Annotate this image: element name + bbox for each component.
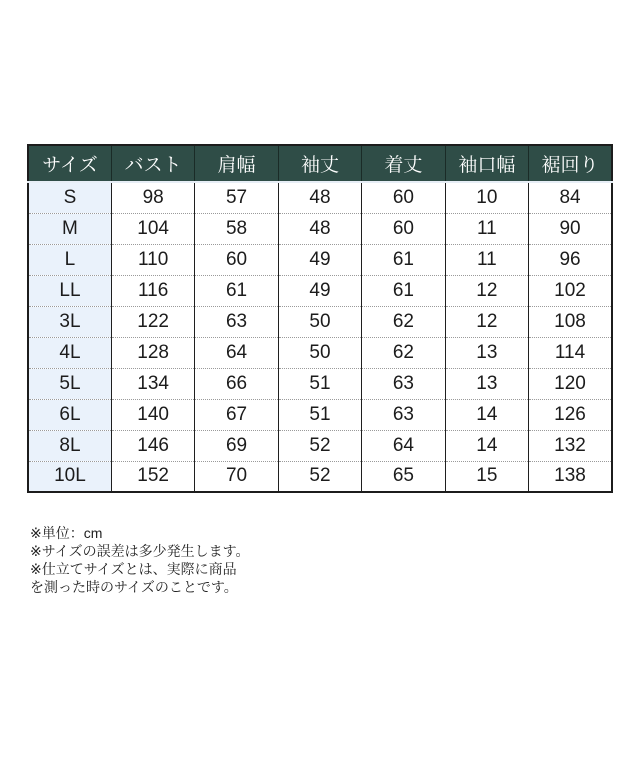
table-row xyxy=(28,461,612,492)
measurement-cell: 98 xyxy=(111,182,194,213)
measurement-cell: 51 xyxy=(278,399,361,430)
measurement-cell: 10 xyxy=(445,182,528,213)
measurement-cell: 69 xyxy=(195,430,278,461)
size-chart-table xyxy=(27,144,613,493)
measurement-cell: 51 xyxy=(278,368,361,399)
table-row xyxy=(28,337,612,368)
measurement-cell: 114 xyxy=(529,337,612,368)
size-label: 5L xyxy=(28,368,111,399)
measurement-cell: 132 xyxy=(529,430,612,461)
measurement-cell: 50 xyxy=(278,306,361,337)
note-line: を測った時のサイズのことです。 xyxy=(30,579,238,595)
measurement-cell: 138 xyxy=(529,461,612,492)
measurement-cell: 50 xyxy=(278,337,361,368)
measurement-cell: 11 xyxy=(445,244,528,275)
measurement-cell: 102 xyxy=(529,275,612,306)
note-line: ※単位：cm xyxy=(30,525,103,541)
size-label: S xyxy=(28,182,111,213)
size-label: 3L xyxy=(28,306,111,337)
measurement-cell: 66 xyxy=(195,368,278,399)
measurement-cell: 13 xyxy=(445,368,528,399)
measurement-cell: 64 xyxy=(195,337,278,368)
measurement-cell: 58 xyxy=(195,213,278,244)
size-label: M xyxy=(28,213,111,244)
measurement-cell: 63 xyxy=(195,306,278,337)
column-header-6: 裾回り xyxy=(529,145,612,182)
measurement-cell: 13 xyxy=(445,337,528,368)
measurement-cell: 62 xyxy=(362,306,445,337)
size-table-header-row xyxy=(28,145,612,182)
measurement-cell: 62 xyxy=(362,337,445,368)
column-header-2: 肩幅 xyxy=(195,145,278,182)
measurement-cell: 61 xyxy=(195,275,278,306)
measurement-cell: 128 xyxy=(111,337,194,368)
measurement-cell: 65 xyxy=(362,461,445,492)
measurement-cell: 48 xyxy=(278,213,361,244)
note-line: ※仕立てサイズとは、実際に商品 xyxy=(30,561,237,577)
table-row xyxy=(28,306,612,337)
note-line: ※サイズの誤差は多少発生します。 xyxy=(30,543,250,559)
measurement-cell: 48 xyxy=(278,182,361,213)
measurement-cell: 11 xyxy=(445,213,528,244)
column-header-4: 着丈 xyxy=(362,145,445,182)
measurement-cell: 52 xyxy=(278,430,361,461)
measurement-cell: 49 xyxy=(278,275,361,306)
notes xyxy=(30,524,250,596)
table-row xyxy=(28,399,612,430)
measurement-cell: 110 xyxy=(111,244,194,275)
table-row xyxy=(28,368,612,399)
measurement-cell: 12 xyxy=(445,306,528,337)
measurement-cell: 134 xyxy=(111,368,194,399)
measurement-cell: 96 xyxy=(529,244,612,275)
column-header-0: サイズ xyxy=(28,145,111,182)
measurement-cell: 108 xyxy=(529,306,612,337)
size-table-head xyxy=(28,145,612,182)
measurement-cell: 61 xyxy=(362,244,445,275)
size-label: 10L xyxy=(28,461,111,492)
table-row xyxy=(28,182,612,213)
measurement-cell: 60 xyxy=(362,213,445,244)
measurement-cell: 15 xyxy=(445,461,528,492)
column-header-5: 袖口幅 xyxy=(445,145,528,182)
measurement-cell: 120 xyxy=(529,368,612,399)
measurement-cell: 84 xyxy=(529,182,612,213)
size-table-body xyxy=(28,182,612,492)
measurement-cell: 60 xyxy=(195,244,278,275)
measurement-cell: 70 xyxy=(195,461,278,492)
column-header-3: 袖丈 xyxy=(278,145,361,182)
measurement-cell: 146 xyxy=(111,430,194,461)
measurement-cell: 90 xyxy=(529,213,612,244)
measurement-cell: 104 xyxy=(111,213,194,244)
measurement-cell: 61 xyxy=(362,275,445,306)
measurement-cell: 52 xyxy=(278,461,361,492)
measurement-cell: 152 xyxy=(111,461,194,492)
table-row xyxy=(28,244,612,275)
measurement-cell: 126 xyxy=(529,399,612,430)
measurement-cell: 63 xyxy=(362,399,445,430)
table-row xyxy=(28,213,612,244)
measurement-cell: 63 xyxy=(362,368,445,399)
column-header-1: バスト xyxy=(111,145,194,182)
table-row xyxy=(28,430,612,461)
measurement-cell: 116 xyxy=(111,275,194,306)
size-label: L xyxy=(28,244,111,275)
measurement-cell: 67 xyxy=(195,399,278,430)
table-row xyxy=(28,275,612,306)
measurement-cell: 140 xyxy=(111,399,194,430)
measurement-cell: 60 xyxy=(362,182,445,213)
measurement-cell: 14 xyxy=(445,430,528,461)
measurement-cell: 122 xyxy=(111,306,194,337)
measurement-cell: 49 xyxy=(278,244,361,275)
measurement-cell: 12 xyxy=(445,275,528,306)
size-label: 6L xyxy=(28,399,111,430)
size-label: 8L xyxy=(28,430,111,461)
measurement-cell: 57 xyxy=(195,182,278,213)
size-label: LL xyxy=(28,275,111,306)
measurement-cell: 14 xyxy=(445,399,528,430)
size-label: 4L xyxy=(28,337,111,368)
measurement-cell: 64 xyxy=(362,430,445,461)
